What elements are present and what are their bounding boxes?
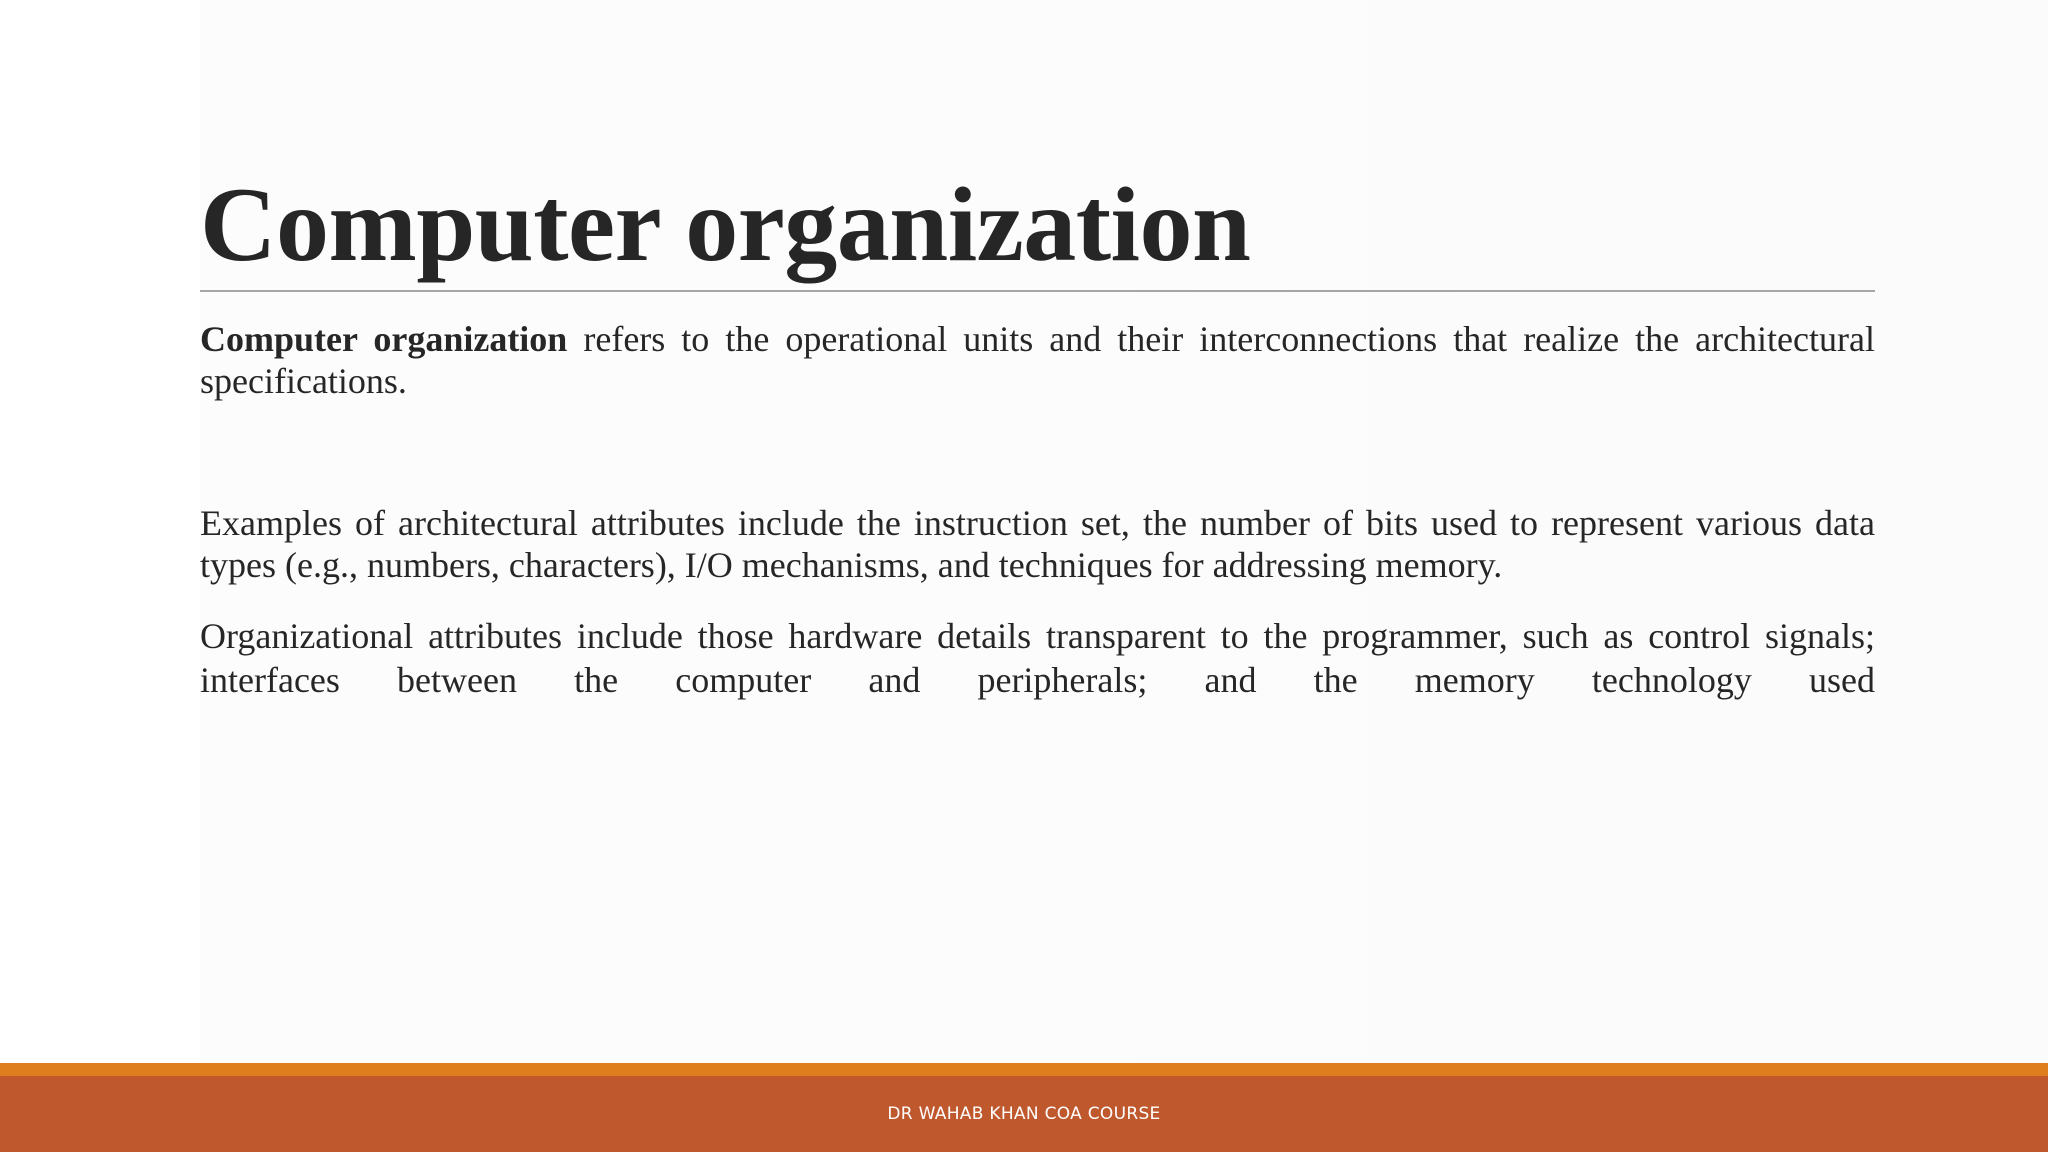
- footer-text: DR WAHAB KHAN COA COURSE: [887, 1104, 1161, 1124]
- definition-paragraph: [200, 318, 1875, 402]
- definition-term: Computer organization: [200, 319, 568, 359]
- slide-content: [200, 166, 1875, 702]
- definition-text: refers to the operational units and their interconnections that realize the architectural specifications.: [200, 319, 1875, 401]
- title-divider: [200, 290, 1875, 292]
- architectural-attributes-paragraph: Examples of architectural attributes include the instruction set, the number of bits used to represent various data types (e.g., numbers, characters), I/O mechanisms, and techniques for addressing memory.: [200, 503, 1875, 585]
- footer-bar: [0, 1076, 2048, 1152]
- organizational-attributes-paragraph: Organizational attributes include those hardware details transparent to the programmer, such as control signals; interfaces between the computer and peripherals; and the memory technology used: [200, 616, 1875, 700]
- slide-title: Computer organization: [200, 166, 1251, 283]
- footer-accent-stripe: [0, 1063, 2048, 1076]
